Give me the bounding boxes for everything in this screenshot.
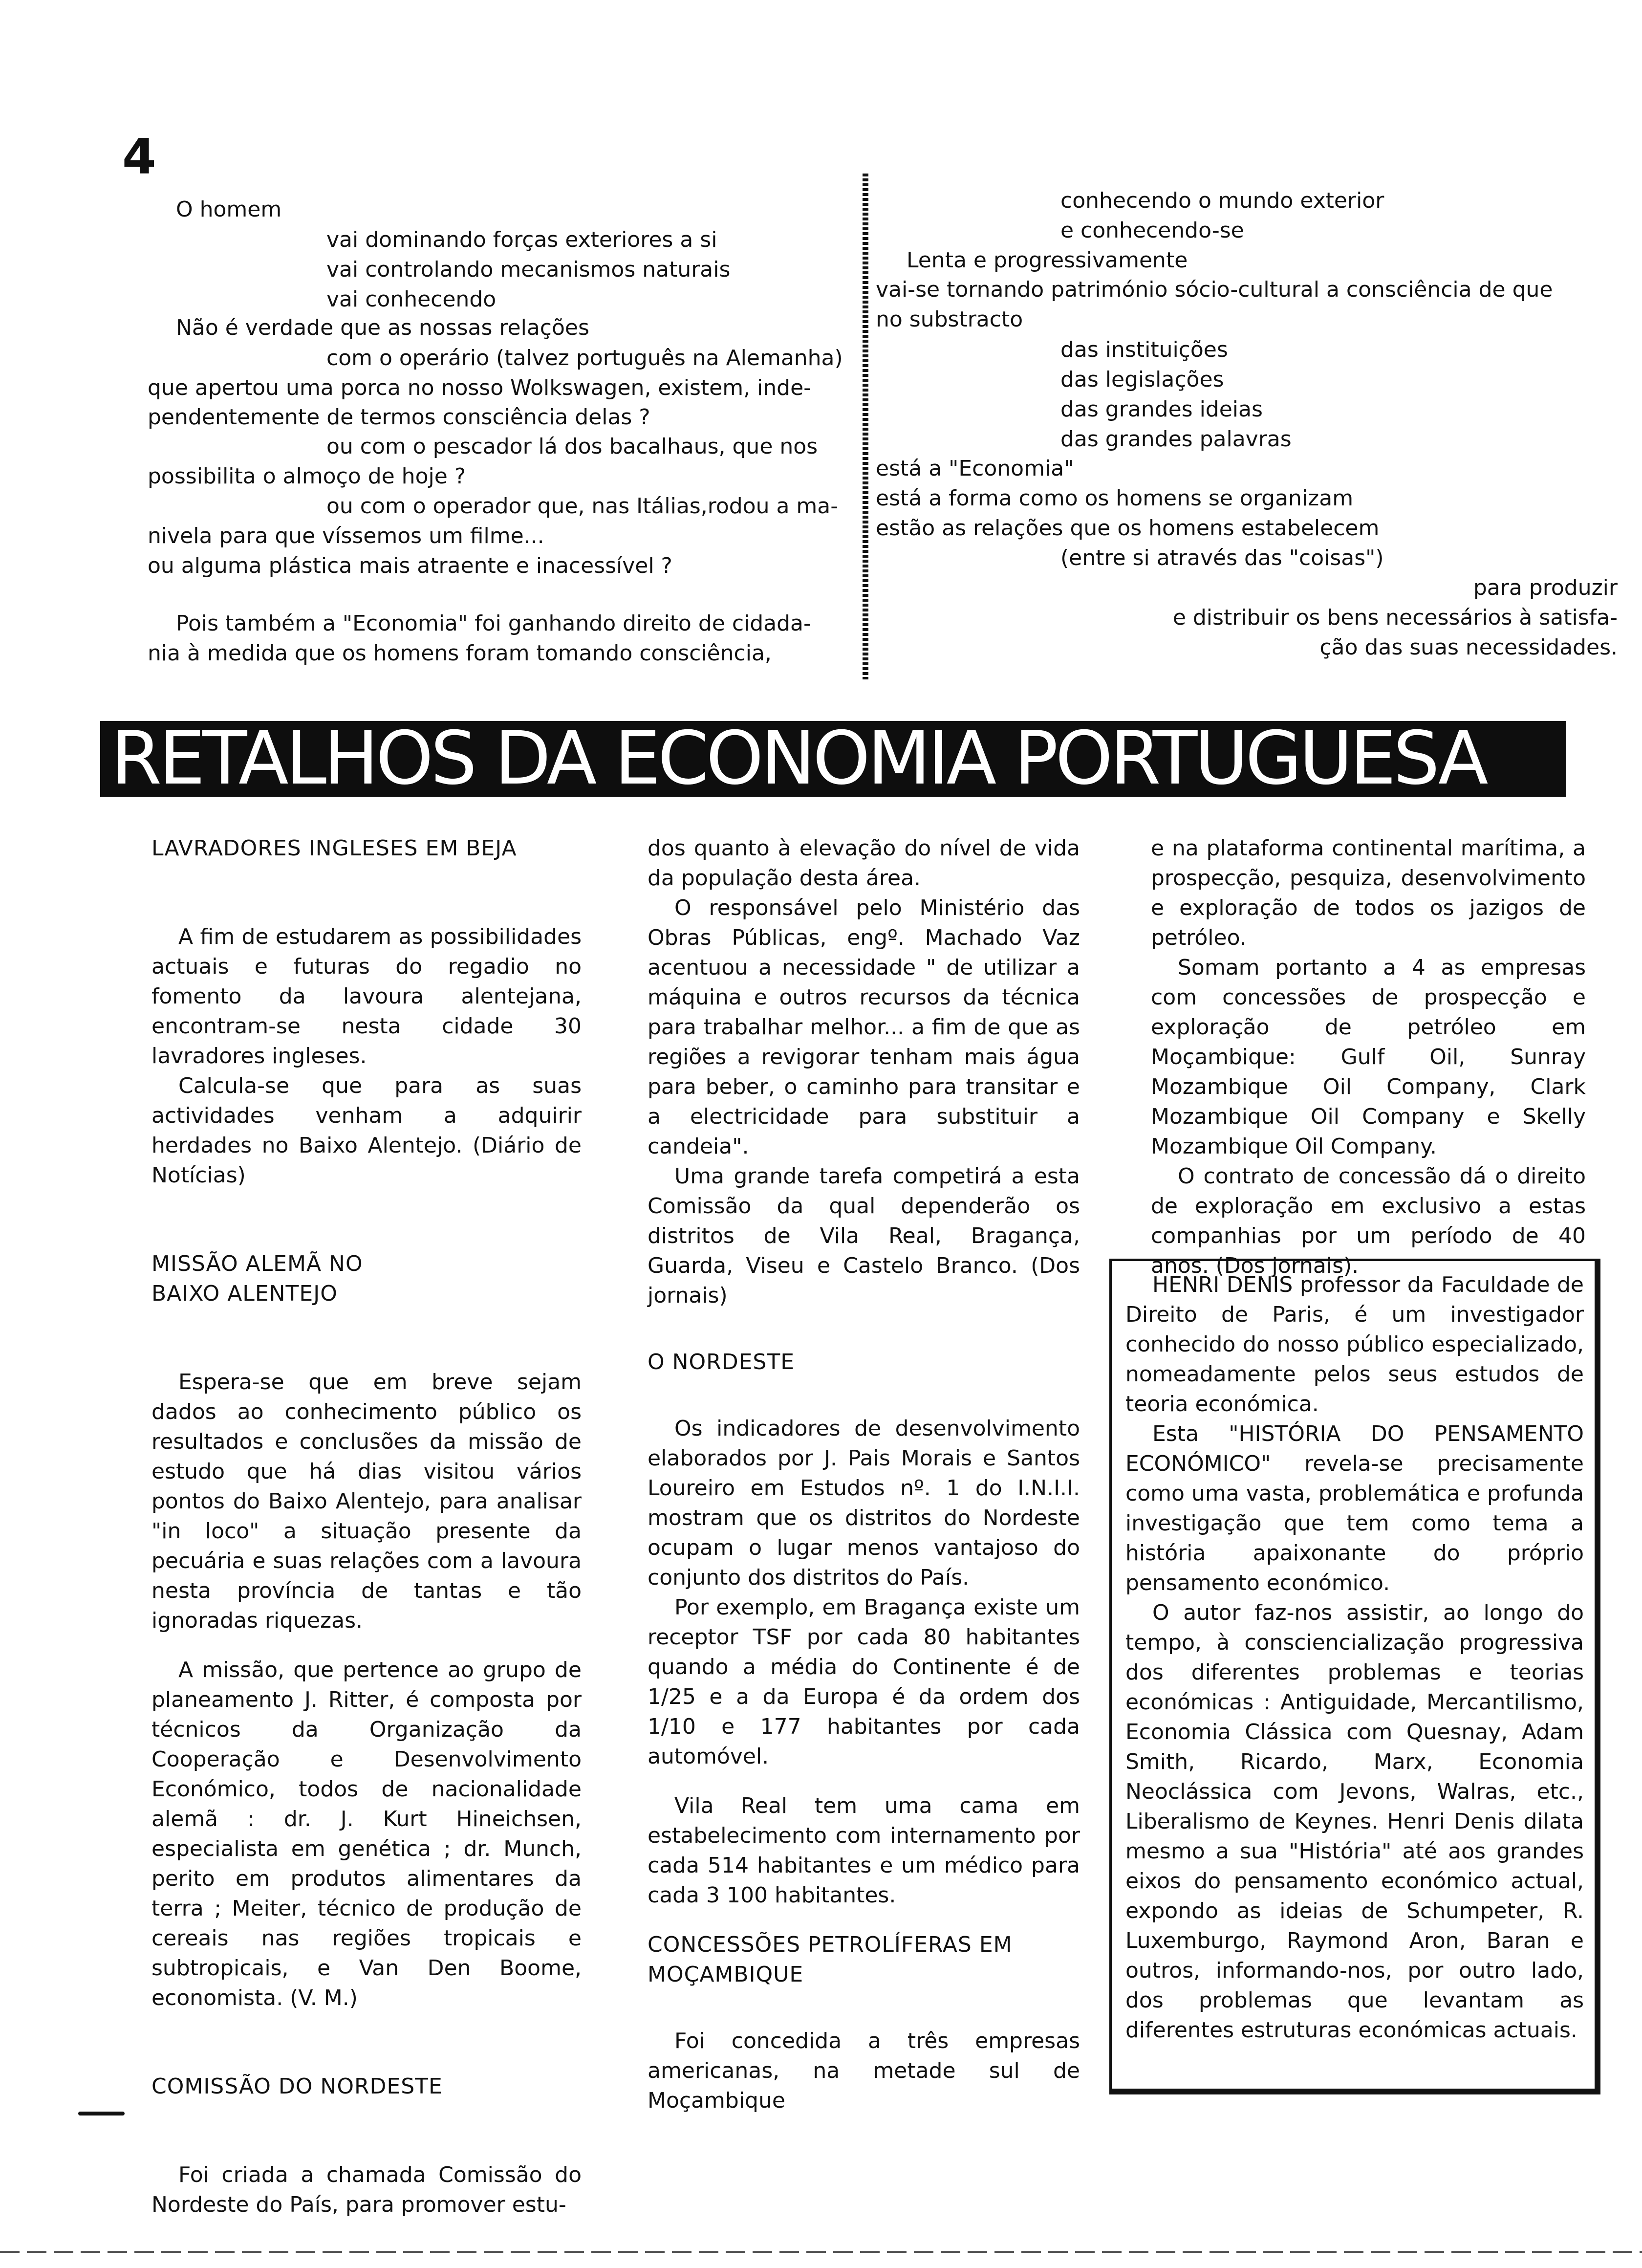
poem-line: das grandes ideias <box>1060 397 1263 422</box>
poem-line: com o operário (talvez português na Alemanha) <box>326 346 843 371</box>
article-paragraph: Os indicadores de desenvolvimento elaborados por J. Pais Morais e Santos Loureiro em Estudos nº. 1 do I.N.I.I. mostram que os distritos do Nordeste ocupam o lugar menos vantajoso do conjunto dos distritos do País. <box>648 1416 1080 1590</box>
headline-nordeste: O NORDESTE <box>648 1350 795 1374</box>
book-review-box <box>1109 1259 1600 2094</box>
headline-concessoes: MOÇAMBIQUE <box>648 1962 804 1987</box>
poem-line: estão as relações que os homens estabelecem <box>876 516 1380 541</box>
article-paragraph: O responsável pelo Ministério das Obras Públicas, engº. Machado Vaz acentuou a necessidade " de utilizar a máquina e outros recursos da técnica para trabalhar melhor... a fim de que as regiões a revigorar tenham mais água para beber, o caminho para transitar e a electricidade para substituir a candeia". <box>648 895 1080 1159</box>
article-paragraph: A missão, que pertence ao grupo de planeamento J. Ritter, é composta por técnicos da Organização da Cooperação e Desenvolvimento Económico, todos de nacionalidade alemã : dr. J. Kurt Hineichsen, especialista em genética ; dr. Munch, perito em produtos alimentares da terra ; Meiter, técnico de produção de cereais nas regiões tropicais e subtropicais, e Van Den Boome, economista. (V. M.) <box>151 1657 582 2010</box>
article-paragraph: Espera-se que em breve sejam dados ao conhecimento público os resultados e conclusões da missão de estudo que há dias visitou vários pontos do Baixo Alentejo, para analisar "in loco" a situação presente da pecuária e suas relações com a lavoura nesta província de tantas e tão ignoradas riquezas. <box>151 1370 582 1633</box>
poem-line: está a forma como os homens se organizam <box>876 486 1354 511</box>
poem-line: para produzir <box>1473 575 1618 600</box>
poem-line: e distribuir os bens necessários à satisfa- <box>1172 605 1618 630</box>
bottom-rule <box>0 2251 1642 2253</box>
poem-line: Lenta e progressivamente <box>907 248 1188 273</box>
poem-line: ção das suas necessidades. <box>1319 635 1618 660</box>
article-paragraph: Foi criada a chamada Comissão do Nordeste do País, para promover estu- <box>151 2162 582 2217</box>
article-column-2 <box>648 833 1080 2115</box>
poem-line: no substracto <box>876 307 1023 332</box>
poem-line: das legislações <box>1060 367 1224 392</box>
intro-text-left <box>0 0 860 675</box>
poem-line: e conhecendo-se <box>1060 218 1244 243</box>
review-paragraph: HENRI DENIS professor da Faculdade de Direito de Paris, é um investigador conhecido do nosso público especializado, nomeadamente pelos seus estudos de teoria económica. <box>1125 1272 1584 1417</box>
margin-mark <box>78 2112 125 2115</box>
headline-lavradores: LAVRADORES INGLESES EM BEJA <box>151 836 517 861</box>
section-banner-title: RETALHOS DA ECONOMIA PORTUGUESA <box>100 721 1566 797</box>
poem-line: ou com o operador que, nas Itálias,rodou a ma- <box>326 494 839 519</box>
article-column-1 <box>151 833 582 2220</box>
poem-line: ou alguma plástica mais atraente e inacessível ? <box>148 553 672 578</box>
article-paragraph: Calcula-se que para as suas actividades venham a adquirir herdades no Baixo Alentejo. (Diário de Notícias) <box>151 1073 582 1188</box>
review-paragraph: Esta "HISTÓRIA DO PENSAMENTO ECONÓMICO" revela-se precisamente como uma vasta, problemática e profunda investigação que tem como tema a história apaixonante do próprio pensamento económico. <box>1125 1421 1584 1595</box>
article-paragraph: e na plataforma continental marítima, a prospecção, pesquiza, desenvolvimento e exploração de todos os jazigos de petróleo. <box>1151 836 1586 950</box>
poem-line: Não é verdade que as nossas relações <box>176 315 589 340</box>
headline-concessoes: CONCESSÕES PETROLÍFERAS EM <box>648 1932 1013 1957</box>
article-paragraph: Por exemplo, em Bragança existe um receptor TSF por cada 80 habitantes quando a média do Continente é de 1/25 e a da Europa é da ordem dos 1/10 e 177 habitantes por cada automóvel. <box>648 1595 1080 1769</box>
article-paragraph: Vila Real tem uma cama em estabelecimento com internamento por cada 514 habitantes e um médico para cada 3 100 habitantes. <box>648 1793 1080 1908</box>
headline-missao: MISSÃO ALEMÃ NO <box>151 1251 363 1276</box>
review-paragraph: O autor faz-nos assistir, ao longo do tempo, à consciencialização progressiva dos diferentes problemas e teorias económicas : Antiguidade, Mercantilismo, Economia Clássica com Quesnay, Adam Smith, Ricardo, Marx, Economia Neoclássica com Jevons, Walras, etc., Liberalismo de Keynes. Henri Denis dilata mesmo a sua "História" até aos grandes eixos do pensamento económico actual, expondo as ideias de Schumpeter, R. Luxemburgo, Raymond Aron, Baran e outros, informando-nos, por outro lado, dos problemas que levantam as diferentes estruturas económicas actuais. <box>1125 1600 1584 2043</box>
poem-line: ou com o pescador lá dos bacalhaus, que nos <box>326 434 818 459</box>
article-paragraph: Somam portanto a 4 as empresas com concessões de prospecção e exploração de petróleo em Moçambique: Gulf Oil, Sunray Mozambique Oil Company, Clark Mozambique Oil Company e Skelly Mozambique Oil Company. <box>1151 955 1586 1159</box>
poem-line: que apertou uma porca no nosso Wolkswagen, existem, inde- <box>148 375 812 400</box>
poem-line: das grandes palavras <box>1060 427 1292 452</box>
poem-line: vai dominando forças exteriores a si <box>326 227 717 252</box>
poem-line: nia à medida que os homens foram tomando consciência, <box>148 641 772 666</box>
poem-line: Pois também a "Economia" foi ganhando direito de cidada- <box>176 611 811 636</box>
poem-line: conhecendo o mundo exterior <box>1060 188 1384 213</box>
page-number: 4 <box>122 128 156 185</box>
poem-line: nivela para que víssemos um filme... <box>148 523 544 548</box>
poem-line: pendentemente de termos consciência delas ? <box>148 405 650 430</box>
headline-comissao: COMISSÃO DO NORDESTE <box>151 2074 443 2099</box>
intro-text-right <box>860 0 1622 675</box>
article-paragraph: Foi concedida a três empresas americanas, na metade sul de Moçambique <box>648 2028 1080 2113</box>
poem-line: O homem <box>176 197 282 222</box>
poem-line: (entre si através das "coisas") <box>1060 545 1384 570</box>
poem-line: vai-se tornando património sócio-cultural a consciência de que <box>876 277 1553 302</box>
article-paragraph: dos quanto à elevação do nível de vida da população desta área. <box>648 836 1080 891</box>
article-paragraph: Uma grande tarefa competirá a esta Comissão da qual dependerão os distritos de Vila Real, Bragança, Guarda, Viseu e Castelo Branco. (Dos jornais) <box>648 1164 1080 1308</box>
poem-line: possibilita o almoço de hoje ? <box>148 464 466 489</box>
headline-missao: BAIXO ALENTEJO <box>151 1281 338 1306</box>
article-paragraph: O contrato de concessão dá o direito de exploração em exclusivo a estas companhias por um período de 40 anos. (Dos jornais). <box>1151 1164 1586 1278</box>
poem-line: das instituições <box>1060 337 1228 362</box>
article-paragraph: A fim de estudarem as possibilidades actuais e futuras do regadio no fomento da lavoura alentejana, encontram-se nesta cidade 30 lavradores ingleses. <box>151 924 582 1069</box>
poem-line: vai conhecendo <box>326 287 497 312</box>
poem-line: vai controlando mecanismos naturais <box>326 257 731 282</box>
article-column-3 <box>1151 833 1586 1281</box>
poem-line: está a "Economia" <box>876 456 1074 481</box>
